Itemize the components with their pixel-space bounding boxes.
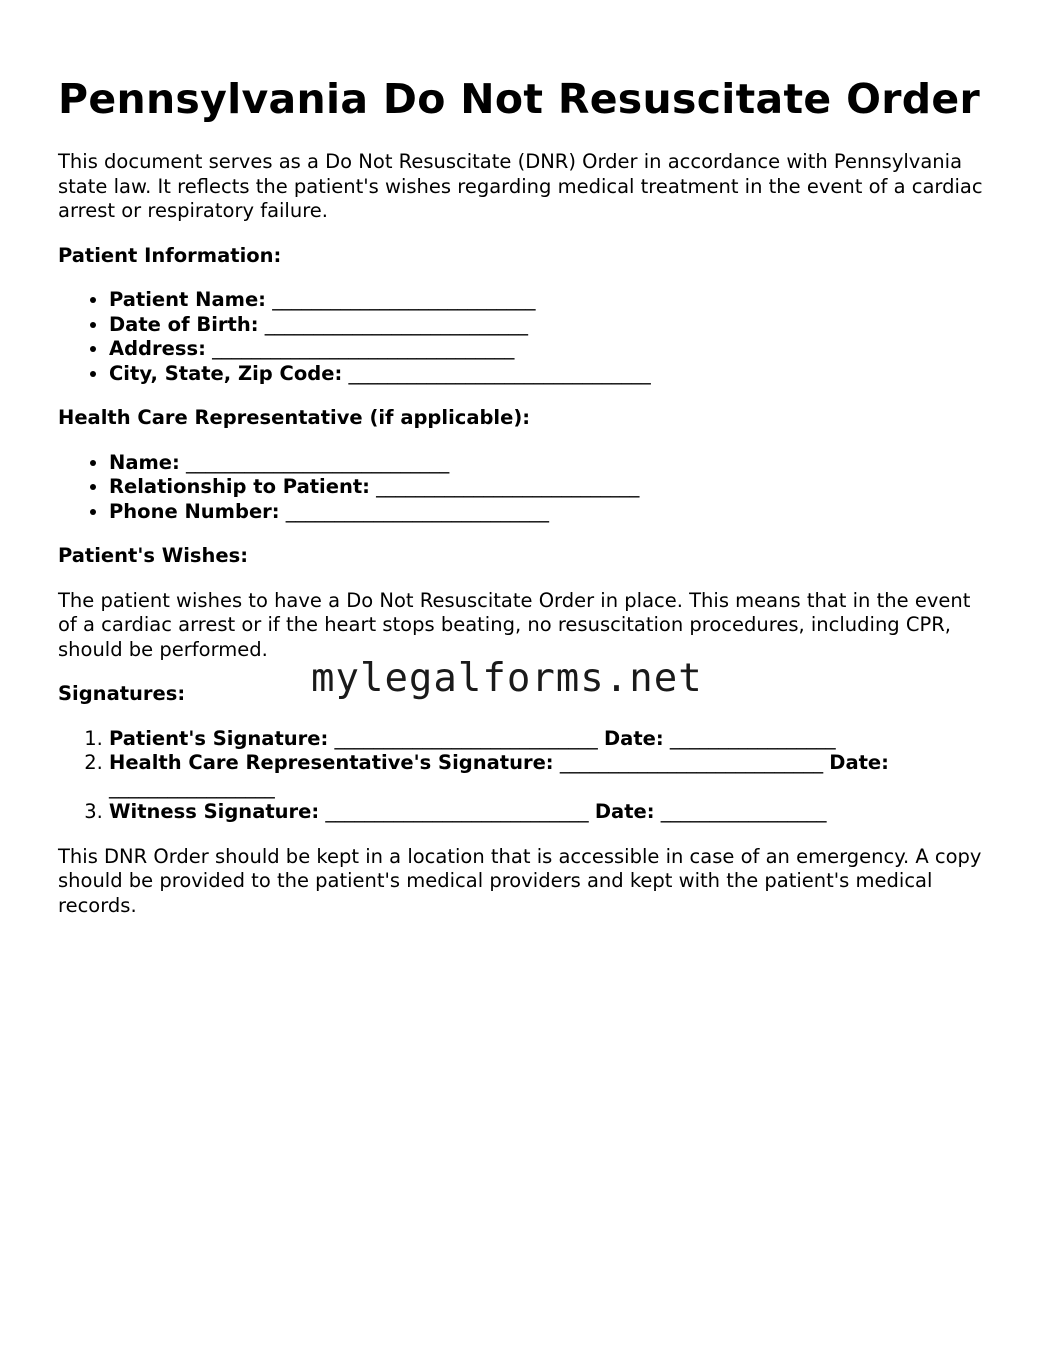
field-label: Phone Number: [109,499,280,523]
signature-label: Patient's Signature: [109,726,329,750]
closing-paragraph: This DNR Order should be kept in a location that is accessible in case of an emergency. A copy should be provided to the patient's medical providers and kept with the patient's medical records. [58,844,982,917]
phone-number-field [109,500,988,525]
field-label: Date of Birth: [109,312,259,336]
wishes-paragraph: The patient wishes to have a Do Not Resuscitate Order in place. This means that in the event of a cardiac arrest or if the heart stops beating, no resuscitation procedures, including CPR, should be performed. [58,588,971,661]
patient-info-list [58,288,988,386]
field-label: Relationship to Patient: [109,475,370,498]
relationship-field [109,475,988,500]
rep-name-field [109,451,988,476]
signature-line: ___________________________ [559,751,824,774]
fill-line: ___________________________ [285,499,550,523]
signature-line: ___________________________ [325,800,589,823]
field-label: Address: [109,337,206,360]
fill-line: ___________________________ [376,475,640,498]
date-label: Date: [594,800,655,823]
page-title: Pennsylvania Do Not Resuscitate Order [58,75,981,123]
watermark: mylegalforms.net [311,656,703,701]
city-state-zip-field [109,362,988,387]
representative-signature-item [109,751,988,800]
signature-label: Health Care Representative's Signature: [109,751,554,774]
date-line: _________________ [109,775,275,799]
date-of-birth-field [109,313,988,338]
representative-heading: Health Care Representative (if applicable): [58,406,531,429]
patient-name-field [109,288,988,313]
signature-label: Witness Signature: [109,800,320,823]
field-label: Name: [109,450,180,474]
date-line: _________________ [669,726,836,750]
fill-line: _______________________________ [348,361,651,385]
fill-line: ___________________________ [272,288,536,311]
wishes-heading: Patient's Wishes: [58,544,249,567]
address-field [109,337,988,362]
intro-paragraph: This document serves as a Do Not Resuscitate (DNR) Order in accordance with Pennsylvania state law. It reflects the patient's wishes regarding medical treatment in the event of a cardiac arrest or respiratory failure. [58,150,983,222]
fill-line: ___________________________ [186,450,450,474]
date-label: Date: [829,751,889,774]
document-page [58,74,988,938]
patient-info-heading: Patient Information: [58,243,282,267]
date-label: Date: [603,726,664,750]
signatures-list [58,727,988,825]
patient-signature-item [109,727,988,752]
field-label: City, State, Zip Code: [109,361,343,385]
fill-line: ___________________________ [264,312,528,336]
signatures-heading: Signatures: [58,682,186,705]
signature-line: ___________________________ [334,726,598,750]
fill-line: _______________________________ [212,337,515,360]
field-label: Patient Name: [109,288,266,311]
witness-signature-item [109,800,988,825]
representative-list [58,451,988,525]
date-line: _________________ [660,800,827,823]
